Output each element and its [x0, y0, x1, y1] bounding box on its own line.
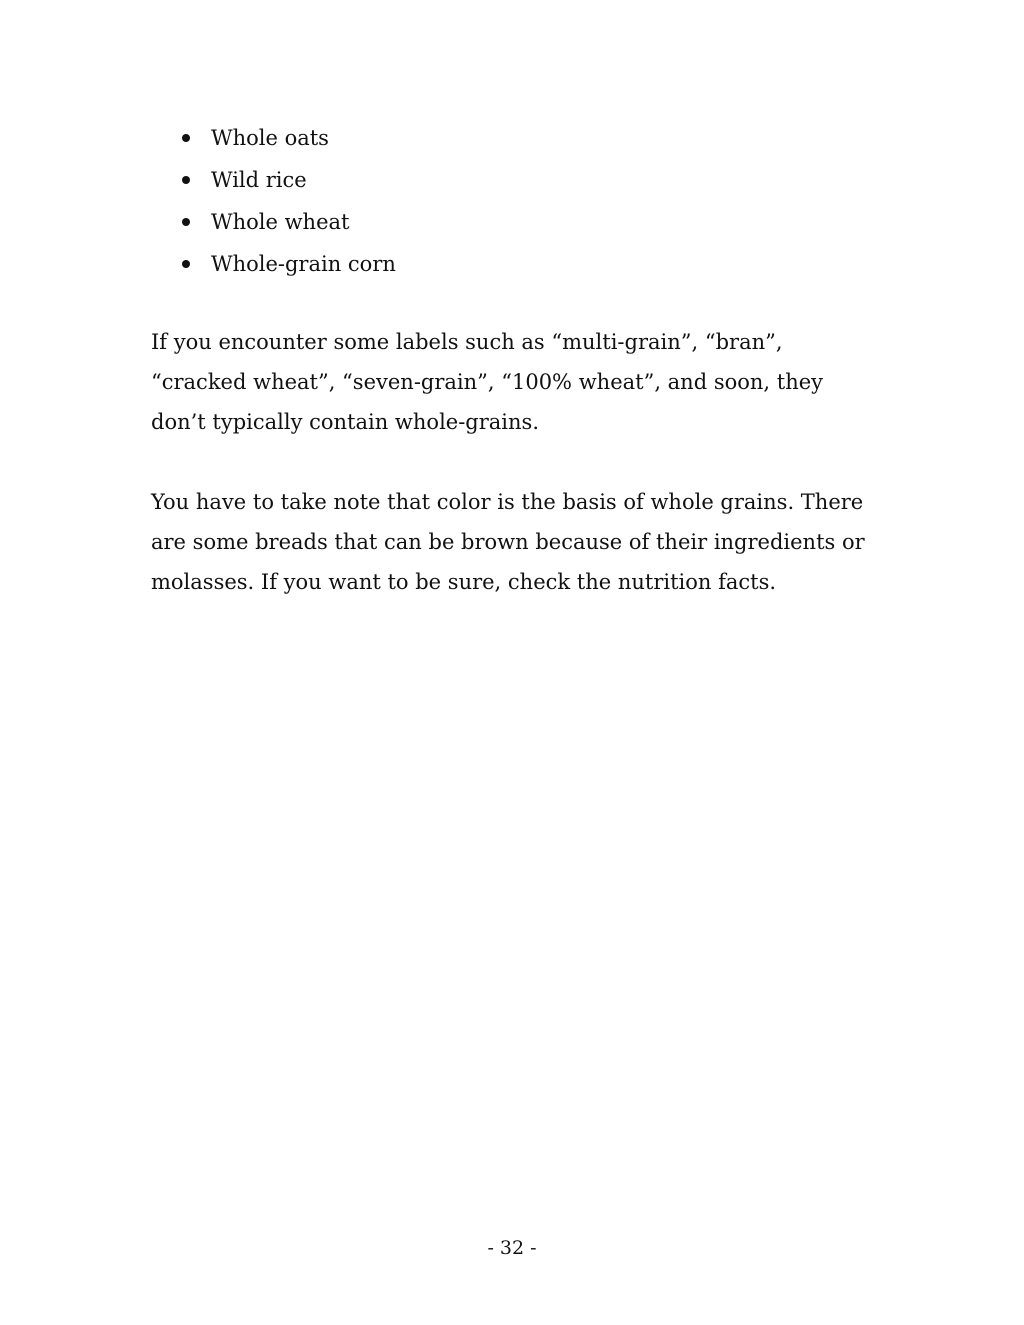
list-item: [151, 159, 396, 201]
grain-bullet-list: [151, 117, 396, 285]
list-item: [151, 201, 396, 243]
list-item: [151, 117, 396, 159]
paragraph-labels: If you encounter some labels such as “multi-grain”, “bran”, “cracked wheat”, “seven-grain”, “100% wheat”, and soon, they don’t typically contain whole-grains.: [151, 330, 824, 434]
list-item-text: Whole wheat: [211, 210, 350, 234]
bullet-icon: [182, 176, 190, 184]
bullet-icon: [182, 218, 190, 226]
paragraph-color: You have to take note that color is the basis of whole grains. There are some breads that can be brown because of their ingredients or molasses. If you want to be sure, check the nutrition facts.: [151, 490, 865, 594]
list-item-text: Whole-grain corn: [211, 252, 396, 276]
list-item: [151, 243, 396, 285]
list-item-text: Whole oats: [211, 126, 329, 150]
bullet-icon: [182, 260, 190, 268]
list-item-text: Wild rice: [211, 168, 307, 192]
page-number: - 32 -: [487, 1237, 537, 1259]
bullet-icon: [182, 134, 190, 142]
